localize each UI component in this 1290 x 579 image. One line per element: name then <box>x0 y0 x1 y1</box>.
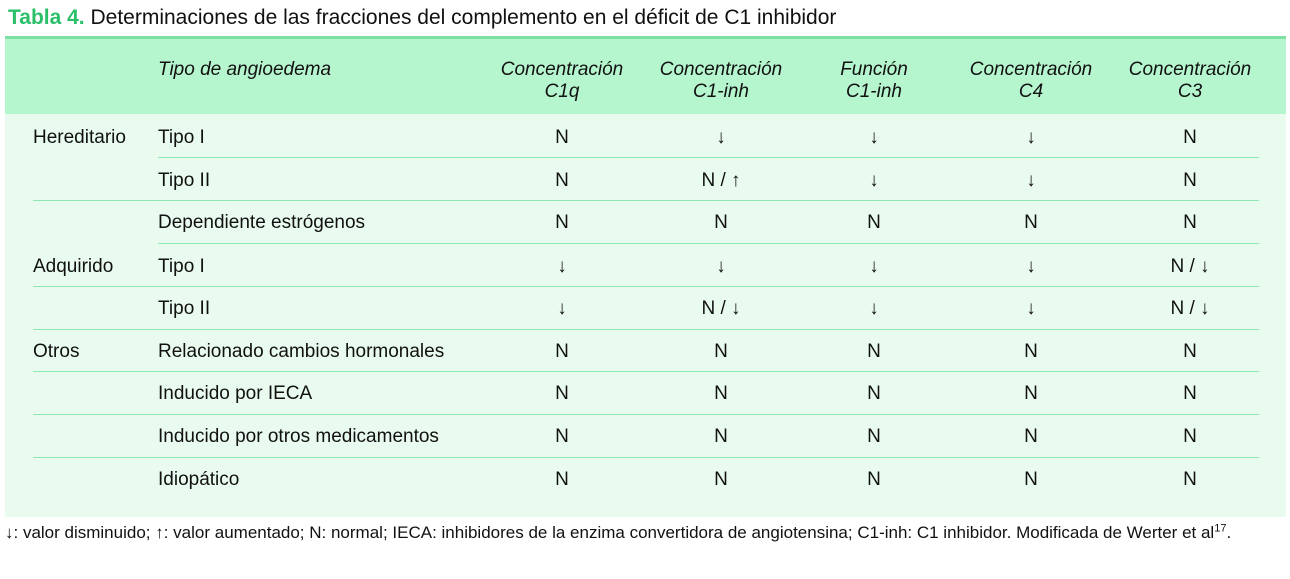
table-row <box>5 117 1286 159</box>
angioedema-type: Tipo I <box>158 127 205 148</box>
c3-value: N <box>1183 383 1197 404</box>
c1-inh-function-value: N <box>867 341 881 362</box>
header-c3-line1: Concentración <box>1128 59 1252 80</box>
c1-inh-concentration-value: N / ↑ <box>701 170 741 191</box>
table-row <box>5 331 1286 373</box>
angioedema-type: Relacionado cambios hormonales <box>158 341 445 362</box>
table-row <box>5 459 1286 501</box>
header-c4-line2: C4 <box>1018 81 1044 102</box>
table-row <box>5 202 1286 244</box>
header-c4-line1: Concentración <box>969 59 1093 80</box>
row-divider <box>33 329 1259 330</box>
header-c1q <box>482 59 642 103</box>
row-divider <box>158 243 1259 244</box>
c1q-value: N <box>555 127 569 148</box>
header-c1q-line2: C1q <box>544 81 580 102</box>
row-divider <box>33 414 1259 415</box>
table-footnote <box>5 522 1285 543</box>
c1q-value: N <box>555 341 569 362</box>
header-c3-line2: C3 <box>1177 81 1203 102</box>
header-c1-inh-concentration-line1: Concentración <box>659 59 783 80</box>
c1q-value: ↓ <box>557 298 567 319</box>
footnote-end: . <box>1226 523 1232 542</box>
header-c1-inh-function <box>794 59 954 103</box>
row-divider <box>158 157 1259 158</box>
c3-value: N <box>1183 212 1197 233</box>
c1-inh-concentration-value: N <box>714 341 728 362</box>
angioedema-type: Idiopático <box>158 469 240 490</box>
c3-value: N <box>1183 127 1197 148</box>
angioedema-type: Inducido por otros medicamentos <box>158 426 439 447</box>
angioedema-type: Tipo II <box>158 298 211 319</box>
c4-value: N <box>1024 212 1038 233</box>
c1-inh-function-value: ↓ <box>869 298 879 319</box>
c1-inh-function-value: ↓ <box>869 127 879 148</box>
c1-inh-function-value: ↓ <box>869 170 879 191</box>
angioedema-type: Inducido por IECA <box>158 383 313 404</box>
c1q-value: N <box>555 469 569 490</box>
c4-value: ↓ <box>1026 170 1036 191</box>
c4-value: N <box>1024 383 1038 404</box>
c1q-value: N <box>555 383 569 404</box>
c4-value: ↓ <box>1026 298 1036 319</box>
header-c3 <box>1110 59 1270 103</box>
group-label: Otros <box>33 341 80 362</box>
row-divider <box>33 457 1259 458</box>
c4-value: N <box>1024 426 1038 447</box>
table-row <box>5 160 1286 202</box>
c1q-value: N <box>555 426 569 447</box>
c1-inh-concentration-value: N <box>714 383 728 404</box>
table-caption: Determinaciones de las fracciones del complemento en el déficit de C1 inhibidor <box>90 6 837 29</box>
header-c1q-line1: Concentración <box>500 59 624 80</box>
row-divider <box>33 200 1259 201</box>
angioedema-type: Dependiente estrógenos <box>158 212 366 233</box>
c3-value: N <box>1183 170 1197 191</box>
c3-value: N / ↓ <box>1170 256 1210 277</box>
row-divider <box>33 371 1259 372</box>
c4-value: N <box>1024 341 1038 362</box>
table-row <box>5 373 1286 415</box>
header-c1-inh-concentration <box>641 59 801 103</box>
c4-value: ↓ <box>1026 256 1036 277</box>
c1q-value: N <box>555 170 569 191</box>
header-type-label: Tipo de angioedema <box>158 59 332 80</box>
header-c4 <box>951 59 1111 103</box>
table-row <box>5 288 1286 330</box>
c1-inh-function-value: N <box>867 469 881 490</box>
c1-inh-function-value: ↓ <box>869 256 879 277</box>
table-title <box>8 4 836 32</box>
c1-inh-function-value: N <box>867 383 881 404</box>
table-row <box>5 416 1286 458</box>
c1-inh-concentration-value: ↓ <box>716 256 726 277</box>
c1-inh-function-value: N <box>867 426 881 447</box>
group-label: Hereditario <box>33 127 126 148</box>
c4-value: N <box>1024 469 1038 490</box>
complement-table <box>5 36 1286 517</box>
c3-value: N / ↓ <box>1170 298 1210 319</box>
table-number-label: Tabla 4. <box>8 6 85 29</box>
header-c1-inh-concentration-line2: C1-inh <box>693 81 749 102</box>
c1q-value: ↓ <box>557 256 567 277</box>
group-label: Adquirido <box>33 256 114 277</box>
c4-value: ↓ <box>1026 127 1036 148</box>
header-c1-inh-function-line2: C1-inh <box>846 81 902 102</box>
table-header <box>5 39 1286 114</box>
row-divider <box>33 286 1259 287</box>
c3-value: N <box>1183 341 1197 362</box>
header-c1-inh-function-line1: Función <box>840 59 908 80</box>
table-row <box>5 246 1286 288</box>
c3-value: N <box>1183 426 1197 447</box>
c1-inh-concentration-value: N <box>714 212 728 233</box>
c1-inh-concentration-value: N <box>714 426 728 447</box>
c1-inh-concentration-value: N / ↓ <box>701 298 741 319</box>
c1-inh-function-value: N <box>867 212 881 233</box>
footnote-reference: 17 <box>1214 522 1227 535</box>
angioedema-type: Tipo I <box>158 256 205 277</box>
c1q-value: N <box>555 212 569 233</box>
c1-inh-concentration-value: ↓ <box>716 127 726 148</box>
footnote-text: ↓: valor disminuido; ↑: valor aumentado; N: normal; IECA: inhibidores de la enzima convertidora de angiotensina; C1-inh: C1 inhibidor. Modificada de Werter et al <box>5 523 1215 542</box>
angioedema-type: Tipo II <box>158 170 211 191</box>
c3-value: N <box>1183 469 1197 490</box>
c1-inh-concentration-value: N <box>714 469 728 490</box>
